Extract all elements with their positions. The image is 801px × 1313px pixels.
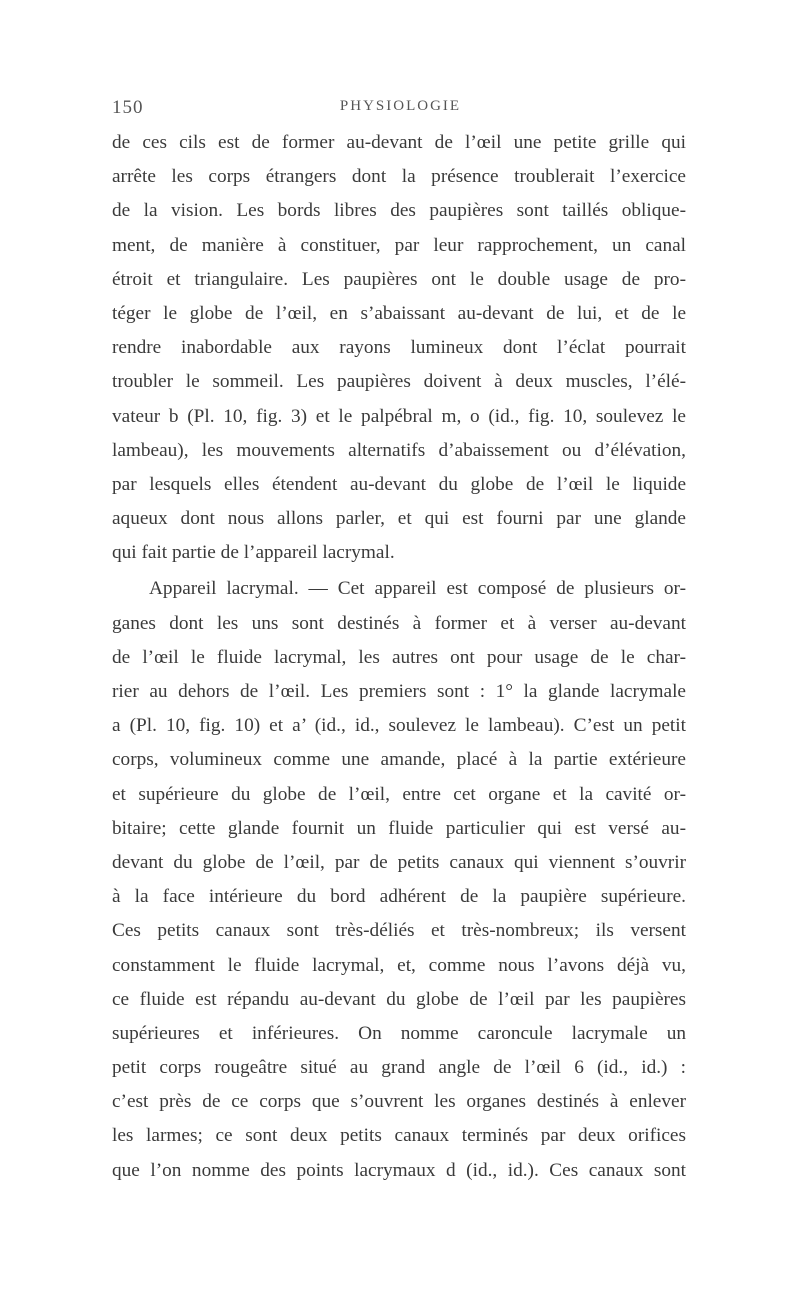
- text-line: devant du globe de l’œil, par de petits canaux qui viennent s’ouvrir: [112, 851, 686, 873]
- body-text: [112, 126, 686, 1188]
- text-line: à la face intérieure du bord adhérent de la paupière supérieure.: [112, 886, 686, 908]
- text-line: petit corps rougeâtre situé au grand angle de l’œil 6 (id., id.) :: [112, 1057, 686, 1079]
- text-line: étroit et triangulaire. Les paupières ont le double usage de pro-: [112, 268, 686, 290]
- text-line: c’est près de ce corps que s’ouvrent les organes destinés à enlever: [112, 1091, 686, 1113]
- text-line: qui fait partie de l’appareil lacrymal.: [112, 542, 395, 564]
- text-line: par lesquels elles étendent au-devant du globe de l’œil le liquide: [112, 473, 686, 495]
- text-line: ganes dont les uns sont destinés à former et à verser au-devant: [112, 612, 686, 634]
- text-line: les larmes; ce sont deux petits canaux terminés par deux orifices: [112, 1125, 686, 1147]
- text-line: Ces petits canaux sont très-déliés et très-nombreux; ils versent: [112, 920, 686, 942]
- text-line: corps, volumineux comme une amande, placé à la partie extérieure: [112, 749, 686, 771]
- text-line: lambeau), les mouvements alternatifs d’abaissement ou d’élévation,: [112, 439, 686, 461]
- text-line: de la vision. Les bords libres des paupières sont taillés oblique-: [112, 200, 686, 222]
- running-head: PHYSIOLOGIE: [339, 98, 462, 114]
- text-line: rier au dehors de l’œil. Les premiers sont : 1° la glande lacrymale: [112, 681, 686, 702]
- text-line: ce fluide est répandu au-devant du globe de l’œil par les paupières: [112, 988, 686, 1010]
- text-line: rendre inabordable aux rayons lumineux dont l’éclat pourrait: [112, 337, 686, 359]
- text-line: bitaire; cette glande fournit un fluide particulier qui est versé au-: [112, 817, 686, 839]
- text-line: que l’on nomme des points lacrymaux d (id., id.). Ces canaux sont: [112, 1159, 686, 1181]
- text-line: et supérieure du globe de l’œil, entre cet organe et la cavité or-: [112, 783, 686, 805]
- text-line: aqueux dont nous allons parler, et qui est fourni par une glande: [112, 508, 686, 530]
- text-line: a (Pl. 10, fig. 10) et a’ (id., id., soulevez le lambeau). C’est un petit: [112, 715, 686, 737]
- text-line: troubler le sommeil. Les paupières doivent à deux muscles, l’élé-: [112, 371, 686, 393]
- text-line: constamment le fluide lacrymal, et, comme nous l’avons déjà vu,: [112, 954, 686, 976]
- text-line: de ces cils est de former au-devant de l’œil une petite grille qui: [112, 132, 686, 153]
- text-line: vateur b (Pl. 10, fig. 3) et le palpébral m, o (id., fig. 10, soulevez le: [112, 405, 686, 427]
- text-line: de l’œil le fluide lacrymal, les autres ont pour usage de le char-: [112, 646, 686, 668]
- text-line: arrête les corps étrangers dont la présence troublerait l’exercice: [112, 166, 686, 188]
- text-line: téger le globe de l’œil, en s’abaissant au-devant de lui, et de le: [112, 302, 686, 324]
- text-line: Appareil lacrymal. — Cet appareil est composé de plusieurs or-: [149, 578, 686, 600]
- text-line: supérieures et inférieures. On nomme caroncule lacrymale un: [112, 1022, 686, 1044]
- text-line: ment, de manière à constituer, par leur rapprochement, un canal: [112, 234, 686, 256]
- page-number: 150: [112, 97, 144, 118]
